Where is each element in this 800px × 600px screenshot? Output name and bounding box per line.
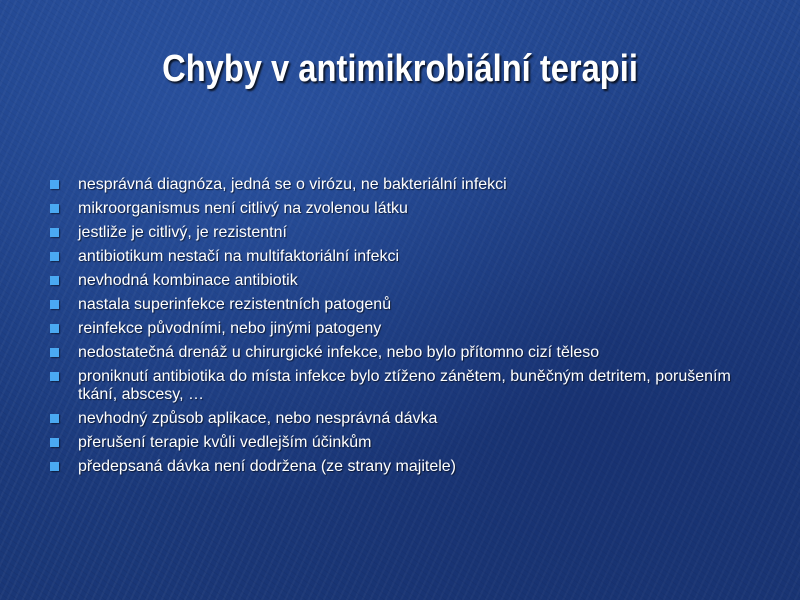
bullet-text: nevhodná kombinace antibiotik bbox=[78, 272, 298, 289]
square-bullet-icon bbox=[50, 348, 59, 357]
square-bullet-icon bbox=[50, 324, 59, 333]
square-bullet-icon bbox=[50, 252, 59, 261]
bullet-list bbox=[46, 176, 766, 482]
bullet-item bbox=[46, 410, 766, 428]
bullet-item bbox=[46, 272, 766, 290]
square-bullet-icon bbox=[50, 462, 59, 471]
bullet-text: jestliže je citlivý, je rezistentní bbox=[78, 224, 287, 241]
slide-title: Chyby v antimikrobiální terapii bbox=[162, 48, 638, 90]
bullet-item bbox=[46, 434, 766, 452]
bullet-text: proniknutí antibiotika do místa infekce bylo ztíženo zánětem, buněčným detritem, porušením tkání, abscesy, … bbox=[78, 368, 731, 403]
bullet-item bbox=[46, 368, 766, 404]
bullet-text: předepsaná dávka není dodržena (ze strany majitele) bbox=[78, 458, 456, 475]
square-bullet-icon bbox=[50, 438, 59, 447]
bullet-item bbox=[46, 296, 766, 314]
bullet-text: mikroorganismus není citlivý na zvolenou látku bbox=[78, 200, 408, 217]
bullet-item bbox=[46, 320, 766, 338]
bullet-item bbox=[46, 176, 766, 194]
square-bullet-icon bbox=[50, 372, 59, 381]
bullet-item bbox=[46, 224, 766, 242]
bullet-text: antibiotikum nestačí na multifaktoriální infekci bbox=[78, 248, 400, 265]
bullet-item bbox=[46, 344, 766, 362]
square-bullet-icon bbox=[50, 228, 59, 237]
bullet-text: nevhodný způsob aplikace, nebo nesprávná dávka bbox=[78, 410, 438, 427]
square-bullet-icon bbox=[50, 300, 59, 309]
bullet-text: reinfekce původními, nebo jinými patogeny bbox=[78, 320, 382, 337]
bullet-text: nesprávná diagnóza, jedná se o virózu, ne bakteriální infekci bbox=[78, 176, 507, 193]
bullet-item bbox=[46, 458, 766, 476]
bullet-text: nastala superinfekce rezistentních patogenů bbox=[78, 296, 392, 313]
bullet-text: nedostatečná drenáž u chirurgické infekce, nebo bylo přítomno cizí těleso bbox=[78, 344, 600, 361]
square-bullet-icon bbox=[50, 180, 59, 189]
square-bullet-icon bbox=[50, 204, 59, 213]
bullet-item bbox=[46, 248, 766, 266]
square-bullet-icon bbox=[50, 414, 59, 423]
square-bullet-icon bbox=[50, 276, 59, 285]
bullet-text: přerušení terapie kvůli vedlejším účinkům bbox=[78, 434, 372, 451]
bullet-item bbox=[46, 200, 766, 218]
